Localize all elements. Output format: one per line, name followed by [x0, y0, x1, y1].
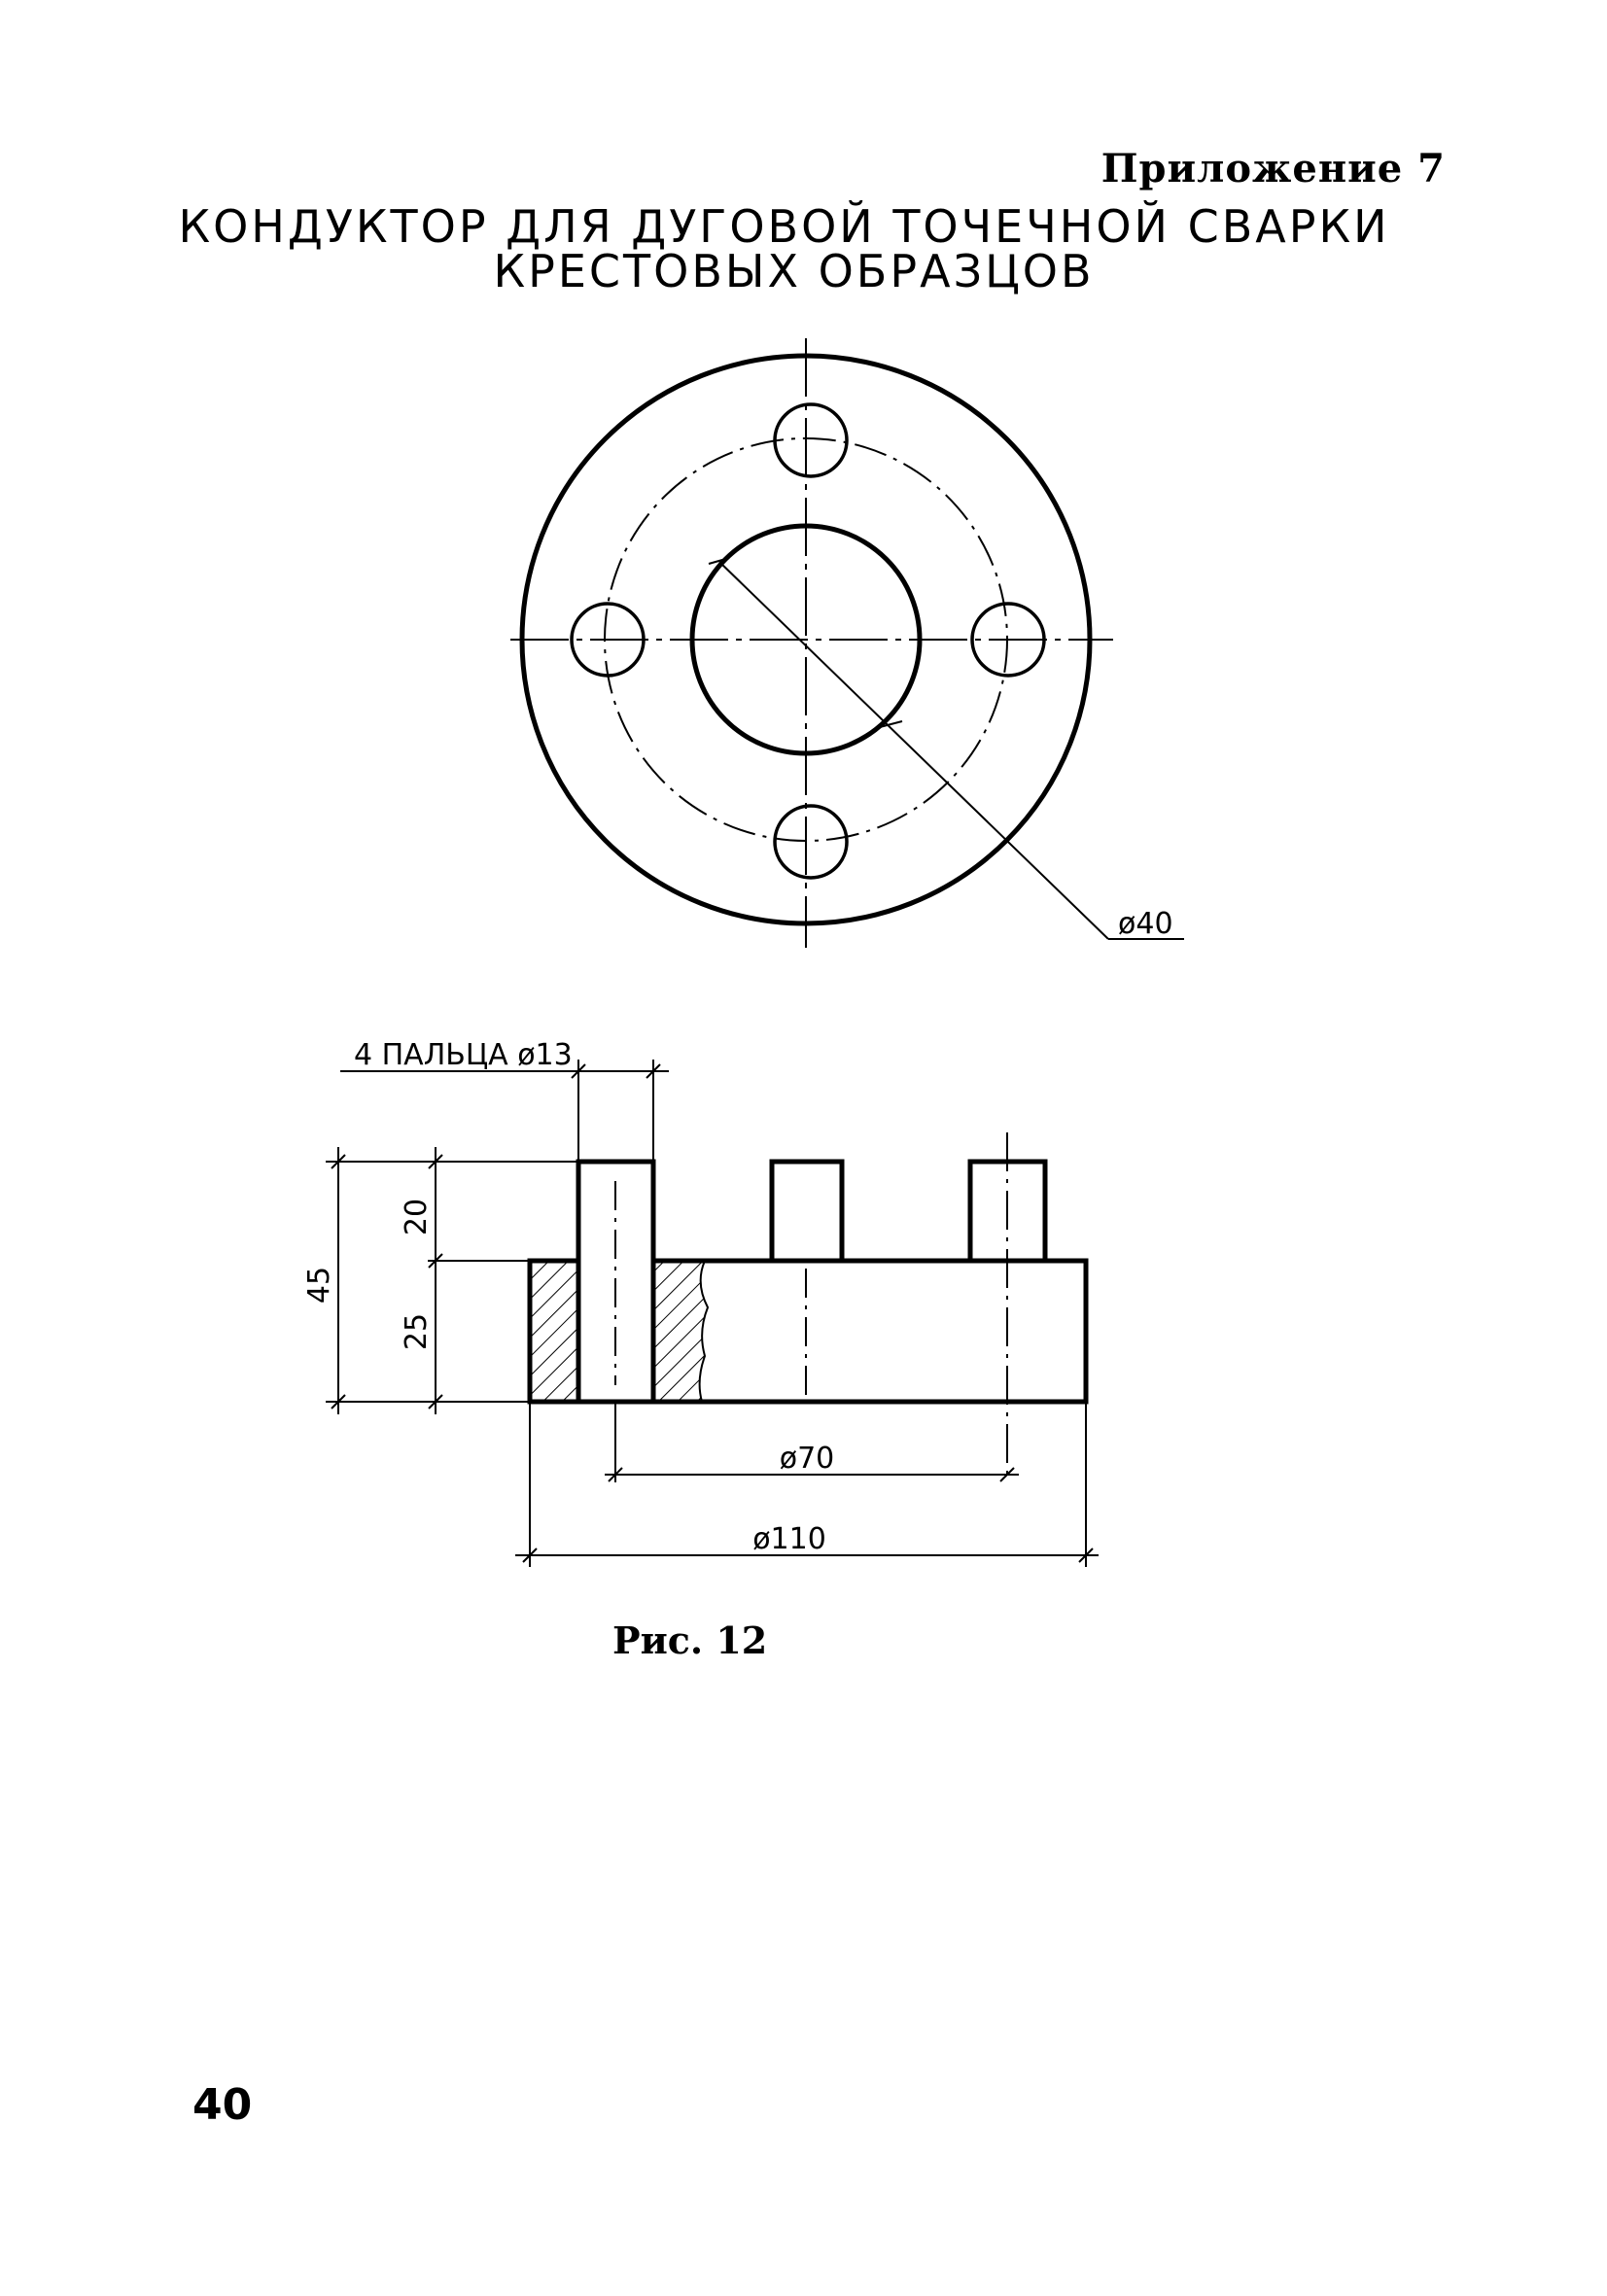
- pin-middle: [772, 1162, 842, 1261]
- outer-diameter-label: ø110: [752, 1522, 826, 1556]
- appendix-label: Приложение 7: [1100, 146, 1446, 191]
- total-height-label: 45: [302, 1266, 336, 1305]
- title-line-1: КОНДУКТОР ДЛЯ ДУГОВОЙ ТОЧЕЧНОЙ СВАРКИ: [178, 200, 1390, 253]
- pin-height-label: 20: [400, 1198, 434, 1236]
- pin-hole-bottom: [775, 806, 847, 878]
- pin-circle-label: ø70: [779, 1442, 835, 1476]
- pin-hole-top: [775, 404, 847, 476]
- bore-diameter-label: ø40: [1118, 907, 1173, 941]
- pins-label: 4 ПАЛЬЦА ø13: [354, 1038, 573, 1072]
- top-view: [510, 338, 1184, 948]
- title-line-2: КРЕСТОВЫХ ОБРАЗЦОВ: [493, 245, 1095, 297]
- figure-caption: Рис. 12: [612, 1618, 768, 1662]
- section-hatch-left: [530, 1261, 578, 1402]
- page-number: 40: [192, 2080, 253, 2130]
- base-height-label: 25: [400, 1312, 434, 1351]
- side-view: [326, 1060, 1099, 1567]
